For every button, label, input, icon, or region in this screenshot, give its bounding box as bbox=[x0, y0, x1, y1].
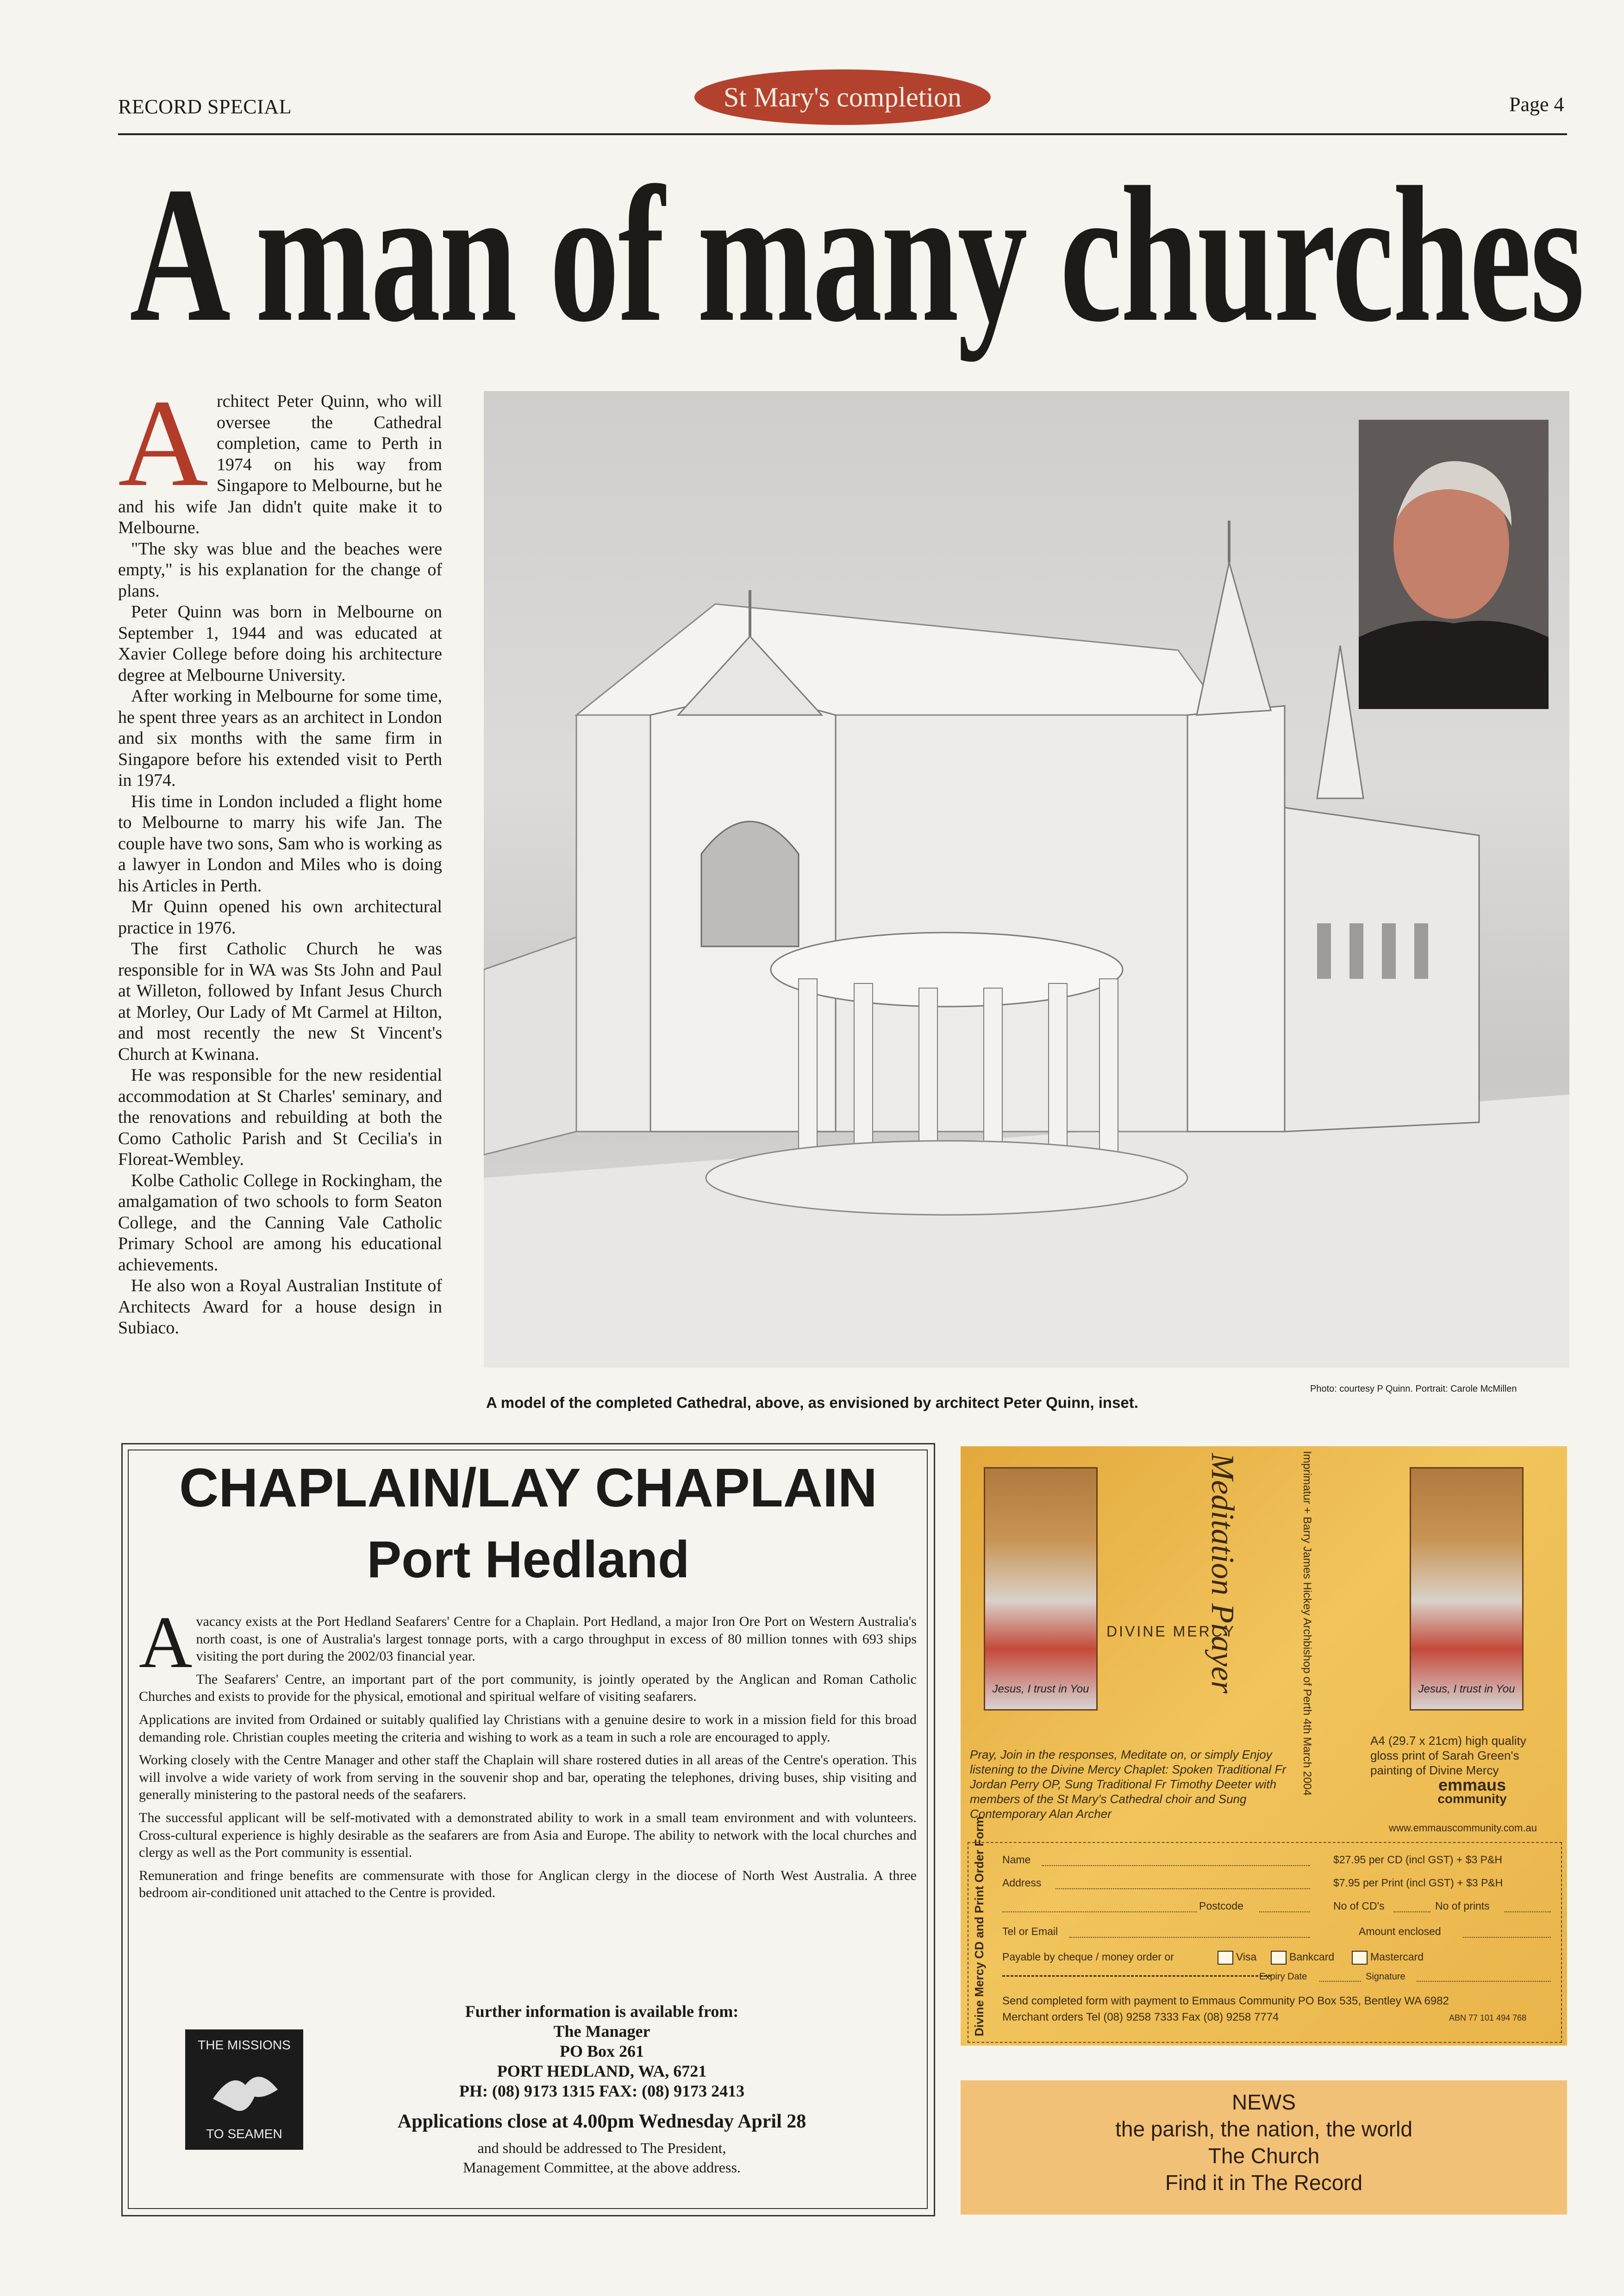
form-name-label: Name bbox=[1002, 1854, 1031, 1866]
news-line-4: Find it in The Record bbox=[1165, 2171, 1363, 2195]
ad-paragraph: Applications are invited from Ordained or suitably qualified lay Christians with a genuine desire to work in a mission field for this broad demanding role. Christian couples meeting the criteria and wishing to work as a team in such a role are encouraged to apply. bbox=[139, 1711, 917, 1745]
page-number: Page 4 bbox=[1509, 93, 1564, 116]
form-postcode-label: Postcode bbox=[1199, 1900, 1243, 1912]
mastercard-label: Mastercard bbox=[1370, 1951, 1424, 1963]
article-paragraph: Mr Quinn opened his own architectural practice in 1976. bbox=[118, 897, 442, 938]
further-info: Further information is available from: bbox=[465, 2002, 739, 2021]
applications-close: Applications close at 4.00pm Wednesday April 28 bbox=[397, 2111, 806, 2132]
missions-to-seamen-logo bbox=[185, 2029, 303, 2150]
meditation-prayer-title bbox=[1185, 1453, 1259, 1712]
bankcard-label: Bankcard bbox=[1289, 1951, 1335, 1963]
contact-block bbox=[324, 2002, 880, 2101]
photo-credit: Photo: courtesy P Quinn. Portrait: Carole McMillen bbox=[1310, 1384, 1517, 1394]
addressed-line-2: Management Committee, at the above address. bbox=[463, 2159, 741, 2176]
imprimatur-text: Imprimatur + Barry James Hickey Archbishop of Perth 4th March 2004 bbox=[1301, 1451, 1313, 1796]
paragraph-text: rchitect Peter Quinn, who will oversee the Cathedral completion, came to Perth in 1974 on his way from Singapore to Melbourne, but he and his wife Jan didn't quite make it to Melbourne. bbox=[118, 392, 442, 537]
visa-checkbox[interactable] bbox=[1218, 1951, 1233, 1965]
no-cds-label: No of CD's bbox=[1333, 1900, 1385, 1912]
no-prints-field[interactable] bbox=[1505, 1911, 1551, 1912]
ad-paragraph: Working closely with the Centre Manager and other staff the Chaplain will share rostered duties in all areas of the Centre's operation. This will involve a wide variety of work from serving in the souvenir shop and bar, operating the telephones, driving buses, ship visiting and generally ministering to the pastoral needs of the seafarers. bbox=[139, 1752, 917, 1803]
contact-box: PO Box 261 bbox=[559, 2042, 644, 2060]
side-label-text: Divine Mercy CD and Print Order Form bbox=[972, 1816, 986, 2036]
news-line-1: NEWS bbox=[1232, 2090, 1296, 2114]
divine-mercy-print-image bbox=[1410, 1467, 1524, 1711]
portrait-illustration bbox=[1359, 420, 1549, 709]
form-postcode-field[interactable] bbox=[1259, 1911, 1310, 1912]
divine-mercy-label: DIVINE MERCY bbox=[1106, 1623, 1236, 1640]
chaplain-ad-title: CHAPLAIN/LAY CHAPLAIN bbox=[179, 1457, 877, 1518]
ad-text: vacancy exists at the Port Hedland Seafarers' Centre for a Chaplain. Port Hedland, a major Iron Ore Port on Western Australia's north coast, is one of Australia's largest tonnage ports, with a cargo throughput in excess of 80 million tonnes with 693 ships visiting the port during the 2002/03 financial year. bbox=[196, 1614, 917, 1664]
divine-mercy-cd-image bbox=[984, 1467, 1098, 1711]
article-paragraph: He also won a Royal Australian Institute of Architects Award for a house design in Subiaco. bbox=[118, 1276, 442, 1338]
cd-blurb: Pray, Join in the responses, Meditate on, or simply Enjoy listening to the Divine Mercy Chaplet: Spoken Traditional Fr Jordan Perry OP, Sung Traditional Fr Timothy Deeter with members of the St Mary's Cathedral choir and Sung Contemporary Alan Archer bbox=[970, 1748, 1287, 1821]
ad-paragraph bbox=[139, 1601, 917, 1683]
form-address-line-2[interactable] bbox=[1002, 1911, 1197, 1912]
abn: ABN 77 101 494 768 bbox=[1449, 2013, 1527, 2022]
form-name-field[interactable] bbox=[1042, 1865, 1310, 1866]
visa-label: Visa bbox=[1236, 1951, 1257, 1963]
news-line-3: The Church bbox=[1208, 2144, 1320, 2168]
no-cds-field[interactable] bbox=[1393, 1911, 1430, 1912]
article-paragraph bbox=[118, 374, 442, 539]
emmaus-brand: emmaus bbox=[1438, 1775, 1506, 1794]
contact-phone: PH: (08) 9173 1315 FAX: (08) 9173 2413 bbox=[459, 2082, 745, 2100]
contact-town: PORT HEDLAND, WA, 6721 bbox=[497, 2062, 707, 2080]
section-banner bbox=[694, 69, 991, 125]
article-paragraph: "The sky was blue and the beaches were empty," is his explanation for the change of plans. bbox=[118, 539, 442, 601]
news-line-2: the parish, the nation, the world bbox=[1115, 2117, 1412, 2141]
form-payable-label: Payable by cheque / money order or bbox=[1002, 1951, 1174, 1963]
ad-paragraph: Remuneration and fringe benefits are commensurate with those for Anglican clergy in the diocese of North West Australia. A three bedroom air-conditioned unit attached to the Centre is provided. bbox=[139, 1867, 917, 1901]
amount-label: Amount enclosed bbox=[1359, 1925, 1441, 1937]
emmaus-brand-sub: community bbox=[1437, 1792, 1507, 1806]
section-label: RECORD SPECIAL bbox=[118, 95, 292, 118]
headline: A man of many churches bbox=[130, 147, 1584, 362]
header-rule bbox=[118, 133, 1567, 135]
banner-text: St Mary's completion bbox=[723, 81, 962, 112]
chaplain-ad-subtitle: Port Hedland bbox=[367, 1531, 690, 1588]
architect-portrait bbox=[1359, 420, 1549, 709]
merchant-orders: Merchant orders Tel (08) 9258 7333 Fax (08) 9258 7774 bbox=[1002, 2011, 1279, 2023]
price-cd: $27.95 per CD (incl GST) + $3 P&H bbox=[1333, 1854, 1502, 1866]
article-paragraph: He was responsible for the new residential accommodation at St Charles' seminary, and the renovations and rebuilding at both the Como Catholic Parish and St Cecilia's in Floreat-Wembley. bbox=[118, 1065, 442, 1169]
logo-bottom-text: TO SEAMEN bbox=[206, 2127, 282, 2141]
imprimatur bbox=[1268, 1451, 1324, 1796]
article-paragraph: His time in London included a flight home to Melbourne to marry his wife Jan. The couple have two sons, Sam who is working as a lawyer in London and Miles who is doing his Articles in Perth. bbox=[118, 791, 442, 896]
chaplain-ad-body bbox=[139, 1601, 917, 1907]
expiry-label: Expiry Date bbox=[1259, 1972, 1307, 1982]
form-card-number-field[interactable] bbox=[1002, 1975, 1271, 1977]
article-paragraph: Kolbe Catholic College in Rockingham, the amalgamation of two schools to form Seaton College, and the Canning Vale Catholic Primary School are among his educational achievements. bbox=[118, 1170, 442, 1275]
addressed-line-1: and should be addressed to The President, bbox=[477, 2140, 726, 2156]
signature-label: Signature bbox=[1366, 1972, 1405, 1982]
signature-field[interactable] bbox=[1417, 1981, 1551, 1982]
ad-paragraph: The successful applicant will be self-motivated with a demonstrated ability to work in a small team environment and with volunteers. Cross-cultural experience is highly desirable as the seafarers are from Asia and Europe. The ability to network with the local churches and clergy as well as the Port community is essential. bbox=[139, 1810, 917, 1860]
logo-top-text: THE MISSIONS bbox=[198, 2038, 291, 2052]
ad-drop-cap: A bbox=[139, 1601, 193, 1683]
form-address-field[interactable] bbox=[1056, 1888, 1310, 1889]
emmaus-logo bbox=[1412, 1777, 1532, 1805]
article-paragraph: The first Catholic Church he was responsible for in WA was Sts John and Paul at Willeton, followed by Infant Jesus Church at Morley, Our Lady of Mt Carmel at Hilton, and most recently the new St Vincent's Church at Kwinana. bbox=[118, 939, 442, 1064]
no-prints-label: No of prints bbox=[1435, 1900, 1490, 1912]
card-caption: Jesus, I trust in You bbox=[1418, 1683, 1515, 1695]
print-blurb: A4 (29.7 x 21cm) high quality gloss print of Sarah Green's painting of Divine Mercy bbox=[1370, 1734, 1526, 1777]
send-instructions: Send completed form with payment to Emmaus Community PO Box 535, Bentley WA 6982 bbox=[1002, 1995, 1449, 2007]
photo-caption: A model of the completed Cathedral, above, as envisioned by architect Peter Quinn, inset. bbox=[486, 1394, 1138, 1411]
form-tel-label: Tel or Email bbox=[1002, 1925, 1058, 1937]
drop-cap: A bbox=[118, 374, 208, 512]
emmaus-website: www.emmauscommunity.com.au bbox=[1389, 1822, 1537, 1834]
expiry-field[interactable] bbox=[1319, 1981, 1361, 1982]
script-title: Meditation Prayer bbox=[1205, 1453, 1240, 1694]
price-print: $7.95 per Print (incl GST) + $3 P&H bbox=[1333, 1877, 1503, 1889]
form-tel-field[interactable] bbox=[1069, 1937, 1310, 1938]
article-paragraph: Peter Quinn was born in Melbourne on September 1, 1944 and was educated at Xavier College before doing his architecture degree at Melbourne University. bbox=[118, 602, 442, 685]
card-caption: Jesus, I trust in You bbox=[992, 1683, 1089, 1695]
ad-paragraph: The Seafarers' Centre, an important part of the port community, is jointly operated by the Anglican and Roman Catholic Churches and exists to provide for the physical, emotional and spiritual welfare of visiting seafarers. bbox=[139, 1671, 917, 1705]
article-paragraph: After working in Melbourne for some time, he spent three years as an architect in London and six months with the same firm in Singapore before his extended visit to Perth in 1974. bbox=[118, 686, 442, 790]
article-body bbox=[118, 374, 442, 1414]
amount-field[interactable] bbox=[1463, 1937, 1551, 1938]
bankcard-checkbox[interactable] bbox=[1271, 1951, 1287, 1965]
addressed-note bbox=[324, 2138, 880, 2177]
form-address-label: Address bbox=[1002, 1877, 1042, 1889]
contact-name: The Manager bbox=[553, 2022, 650, 2041]
mastercard-checkbox[interactable] bbox=[1352, 1951, 1368, 1965]
news-promo-box bbox=[961, 2080, 1567, 2215]
